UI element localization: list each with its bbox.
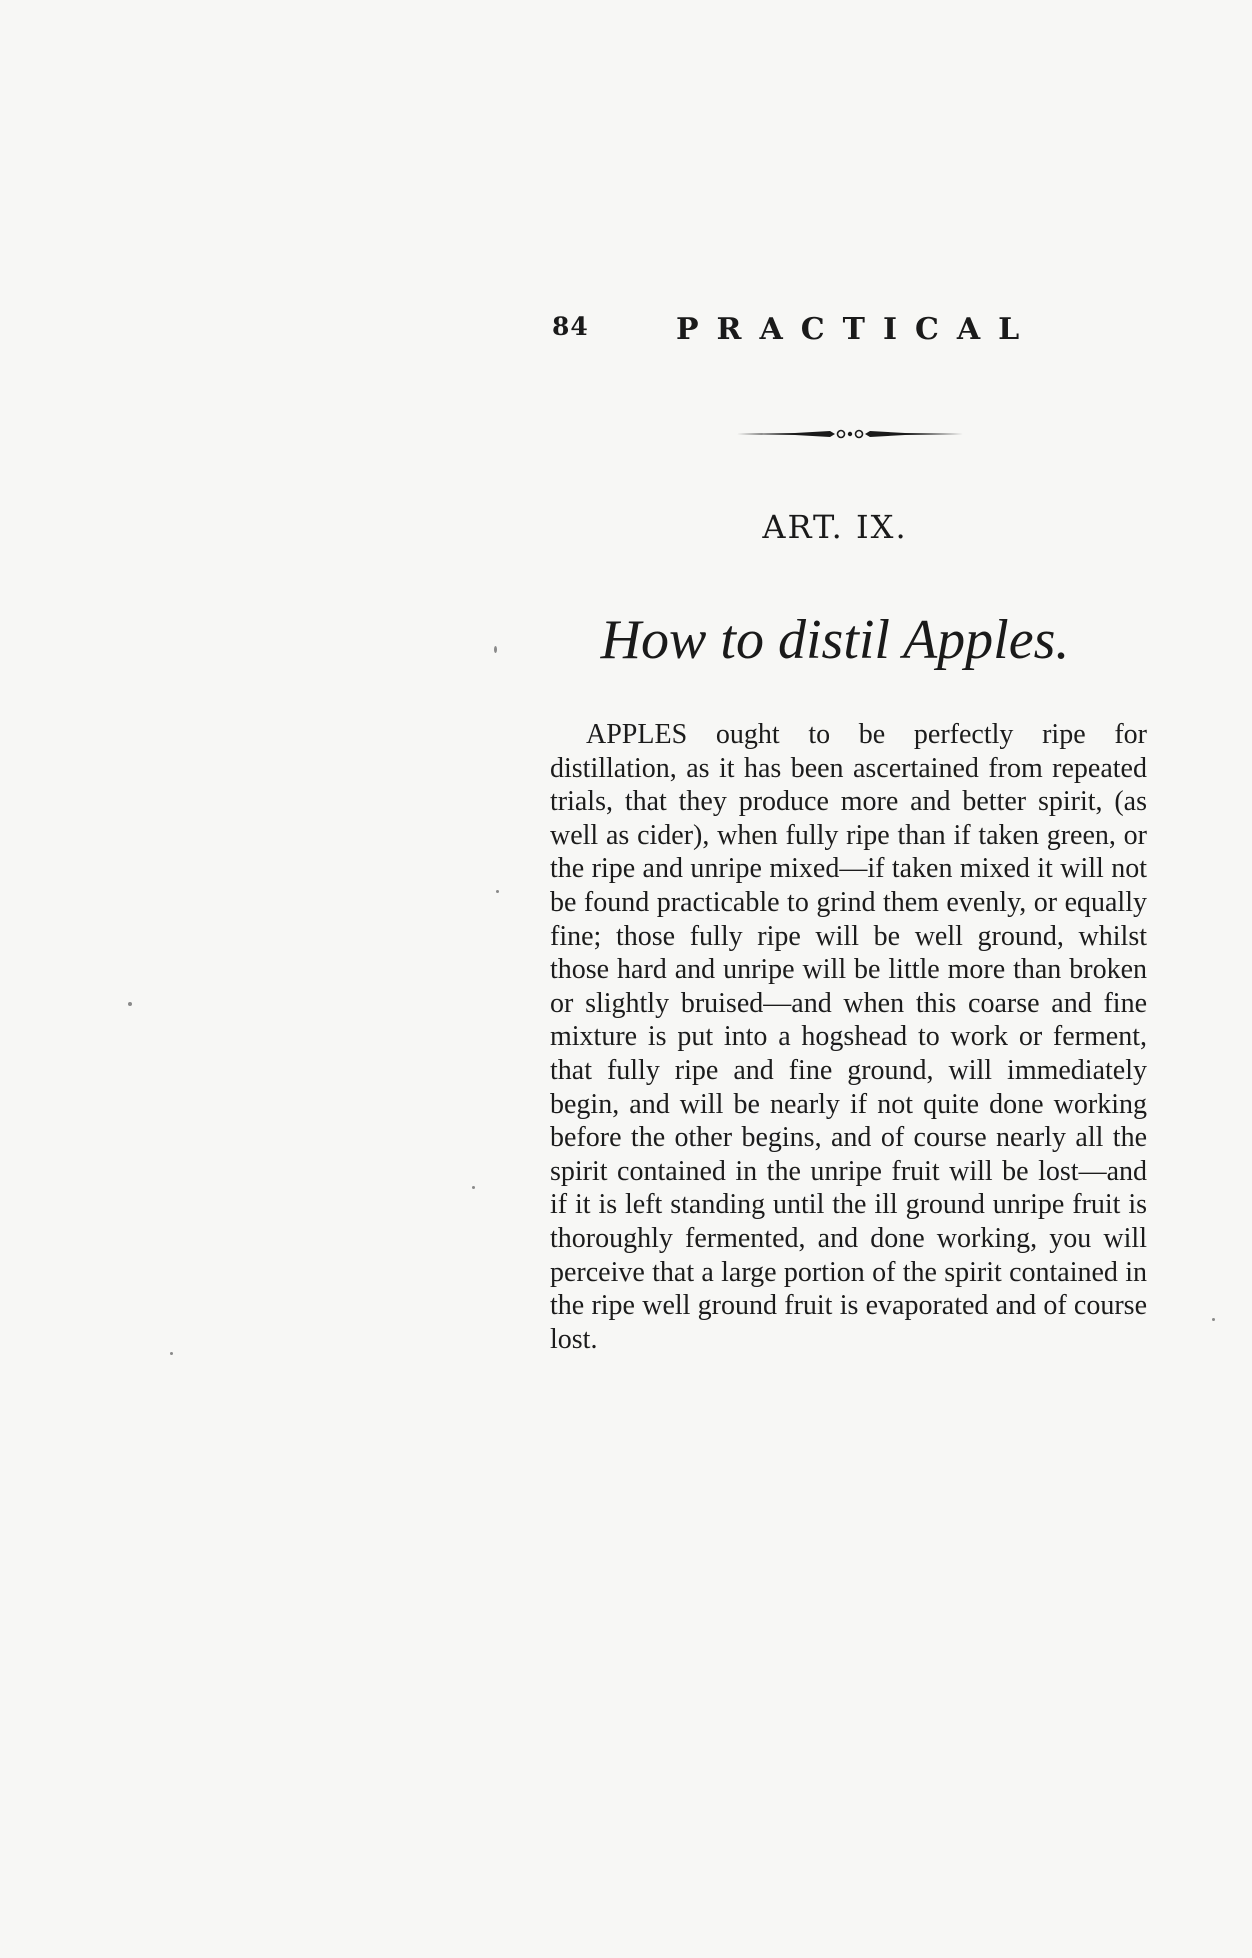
paper-speck [1212,1318,1215,1321]
article-number: ART. IX. [762,508,908,546]
running-title: PRACTICAL [676,312,1038,347]
article-body: APPLES ought to be perfectly ripe for distillation, as it has been ascertained from repeated trials, that they produce more and better spirit, (as well as cider), when fully ripe than if taken green, or the ripe and unripe mixed—if taken mixed it will not be found practicable to grind them evenly, or equally fine; those fully ripe will be well ground, whilst those hard and unripe will be little more than broken or slightly bruised—and when this coarse and fine mixture is put into a hogshead to work or ferment, that fully ripe and fine ground, will immediately begin, and will be nearly if not quite done working before the other begins, and of course nearly all the spirit contained in the unripe fruit will be lost—and if it is left standing until the ill ground unripe fruit is thoroughly fermented, and done working, you will perceive that a large portion of the spirit contained in the ripe well ground fruit is evaporated and of course lost. [550,719,1147,1355]
running-head [552,312,1038,352]
page-number: 84 [552,312,589,341]
ornament-divider-icon [735,424,965,444]
paper-speck [128,1002,132,1006]
paper-speck [496,890,499,893]
paper-speck [170,1352,173,1355]
paper-speck [472,1186,475,1189]
article-title: How to distil Apples. [600,609,1070,671]
paper-speck [494,646,497,653]
